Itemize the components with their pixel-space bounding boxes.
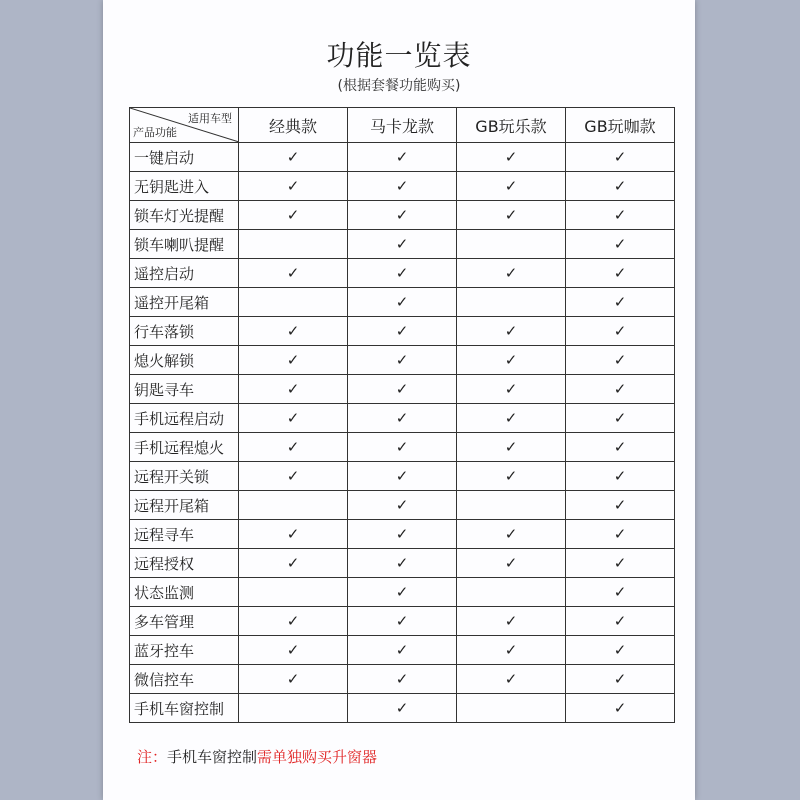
empty-cell — [457, 491, 566, 520]
feature-name: 蓝牙控车 — [130, 636, 239, 665]
table-header-row — [130, 108, 675, 143]
empty-cell — [457, 694, 566, 723]
check-mark-icon: ✓ — [348, 172, 457, 201]
check-mark-icon: ✓ — [566, 346, 675, 375]
feature-name: 锁车喇叭提醒 — [130, 230, 239, 259]
empty-cell — [239, 288, 348, 317]
check-mark-icon: ✓ — [239, 549, 348, 578]
table-row — [130, 172, 675, 201]
check-mark-icon: ✓ — [239, 143, 348, 172]
check-mark-icon: ✓ — [348, 491, 457, 520]
empty-cell — [457, 288, 566, 317]
table-row — [130, 201, 675, 230]
feature-name: 手机远程启动 — [130, 404, 239, 433]
empty-cell — [239, 230, 348, 259]
check-mark-icon: ✓ — [457, 317, 566, 346]
check-mark-icon: ✓ — [566, 143, 675, 172]
empty-cell — [239, 578, 348, 607]
table-row — [130, 404, 675, 433]
check-mark-icon: ✓ — [239, 607, 348, 636]
empty-cell — [239, 491, 348, 520]
footnote-prefix: 注： — [137, 748, 168, 766]
check-mark-icon: ✓ — [348, 288, 457, 317]
check-mark-icon: ✓ — [239, 375, 348, 404]
table-row — [130, 346, 675, 375]
check-mark-icon: ✓ — [457, 665, 566, 694]
check-mark-icon: ✓ — [348, 578, 457, 607]
check-mark-icon: ✓ — [457, 201, 566, 230]
table-row — [130, 288, 675, 317]
feature-name: 手机远程熄火 — [130, 433, 239, 462]
table-row — [130, 694, 675, 723]
check-mark-icon: ✓ — [348, 143, 457, 172]
table-row — [130, 578, 675, 607]
footnote-text: 需单独购买升窗器 — [257, 748, 378, 766]
check-mark-icon: ✓ — [348, 665, 457, 694]
check-mark-icon: ✓ — [239, 317, 348, 346]
check-mark-icon: ✓ — [239, 520, 348, 549]
check-mark-icon: ✓ — [566, 288, 675, 317]
check-mark-icon: ✓ — [239, 404, 348, 433]
table-row — [130, 317, 675, 346]
table-row — [130, 259, 675, 288]
feature-name: 远程寻车 — [130, 520, 239, 549]
check-mark-icon: ✓ — [457, 520, 566, 549]
check-mark-icon: ✓ — [457, 433, 566, 462]
table-row — [130, 549, 675, 578]
check-mark-icon: ✓ — [566, 404, 675, 433]
check-mark-icon: ✓ — [566, 578, 675, 607]
table-row — [130, 462, 675, 491]
check-mark-icon: ✓ — [566, 230, 675, 259]
table-row — [130, 375, 675, 404]
check-mark-icon: ✓ — [457, 172, 566, 201]
table-row — [130, 520, 675, 549]
check-mark-icon: ✓ — [348, 607, 457, 636]
check-mark-icon: ✓ — [239, 636, 348, 665]
check-mark-icon: ✓ — [457, 636, 566, 665]
feature-sheet — [103, 0, 695, 800]
check-mark-icon: ✓ — [239, 172, 348, 201]
page-subtitle: (根据套餐功能购买) — [337, 78, 461, 94]
feature-name: 一键启动 — [130, 143, 239, 172]
table-row — [130, 491, 675, 520]
empty-cell — [457, 230, 566, 259]
feature-name: 遥控启动 — [130, 259, 239, 288]
check-mark-icon: ✓ — [566, 549, 675, 578]
column-header: GB玩咖款 — [566, 108, 675, 143]
check-mark-icon: ✓ — [457, 346, 566, 375]
feature-name: 熄火解锁 — [130, 346, 239, 375]
check-mark-icon: ✓ — [348, 520, 457, 549]
column-header: 马卡龙款 — [348, 108, 457, 143]
feature-name: 远程授权 — [130, 549, 239, 578]
check-mark-icon: ✓ — [239, 201, 348, 230]
check-mark-icon: ✓ — [348, 375, 457, 404]
check-mark-icon: ✓ — [566, 491, 675, 520]
check-mark-icon: ✓ — [566, 317, 675, 346]
check-mark-icon: ✓ — [457, 549, 566, 578]
check-mark-icon: ✓ — [566, 375, 675, 404]
check-mark-icon: ✓ — [348, 433, 457, 462]
check-mark-icon: ✓ — [457, 462, 566, 491]
footnote-subject: 手机车窗控制 — [167, 748, 258, 766]
feature-name: 多车管理 — [130, 607, 239, 636]
check-mark-icon: ✓ — [348, 462, 457, 491]
check-mark-icon: ✓ — [566, 201, 675, 230]
check-mark-icon: ✓ — [239, 665, 348, 694]
check-mark-icon: ✓ — [566, 607, 675, 636]
feature-name: 手机车窗控制 — [130, 694, 239, 723]
check-mark-icon: ✓ — [239, 433, 348, 462]
page-title: 功能一览表 — [326, 39, 472, 72]
feature-name: 微信控车 — [130, 665, 239, 694]
check-mark-icon: ✓ — [457, 375, 566, 404]
check-mark-icon: ✓ — [348, 259, 457, 288]
feature-name: 远程开关锁 — [130, 462, 239, 491]
feature-name: 遥控开尾箱 — [130, 288, 239, 317]
check-mark-icon: ✓ — [348, 636, 457, 665]
check-mark-icon: ✓ — [348, 230, 457, 259]
table-row — [130, 433, 675, 462]
check-mark-icon: ✓ — [457, 404, 566, 433]
check-mark-icon: ✓ — [348, 346, 457, 375]
check-mark-icon: ✓ — [566, 462, 675, 491]
check-mark-icon: ✓ — [239, 259, 348, 288]
check-mark-icon: ✓ — [457, 607, 566, 636]
table-row — [130, 636, 675, 665]
empty-cell — [239, 694, 348, 723]
check-mark-icon: ✓ — [566, 172, 675, 201]
check-mark-icon: ✓ — [566, 636, 675, 665]
feature-name: 钥匙寻车 — [130, 375, 239, 404]
corner-header — [130, 108, 239, 143]
check-mark-icon: ✓ — [457, 143, 566, 172]
check-mark-icon: ✓ — [348, 317, 457, 346]
feature-table — [129, 107, 675, 723]
check-mark-icon: ✓ — [348, 404, 457, 433]
table-row — [130, 607, 675, 636]
empty-cell — [457, 578, 566, 607]
feature-name: 远程开尾箱 — [130, 491, 239, 520]
check-mark-icon: ✓ — [566, 433, 675, 462]
feature-name: 行车落锁 — [130, 317, 239, 346]
table-row — [130, 665, 675, 694]
table-row — [130, 230, 675, 259]
check-mark-icon: ✓ — [348, 549, 457, 578]
feature-name: 无钥匙进入 — [130, 172, 239, 201]
column-header: GB玩乐款 — [457, 108, 566, 143]
check-mark-icon: ✓ — [566, 259, 675, 288]
check-mark-icon: ✓ — [457, 259, 566, 288]
feature-name: 锁车灯光提醒 — [130, 201, 239, 230]
check-mark-icon: ✓ — [566, 694, 675, 723]
feature-name: 状态监测 — [130, 578, 239, 607]
column-header: 经典款 — [239, 108, 348, 143]
table-row — [130, 143, 675, 172]
check-mark-icon: ✓ — [348, 694, 457, 723]
footnote — [137, 746, 377, 767]
check-mark-icon: ✓ — [239, 462, 348, 491]
check-mark-icon: ✓ — [239, 346, 348, 375]
check-mark-icon: ✓ — [348, 201, 457, 230]
corner-bottom-label: 产品功能 — [133, 126, 177, 139]
check-mark-icon: ✓ — [566, 665, 675, 694]
check-mark-icon: ✓ — [566, 520, 675, 549]
corner-top-label: 适用车型 — [188, 112, 232, 125]
